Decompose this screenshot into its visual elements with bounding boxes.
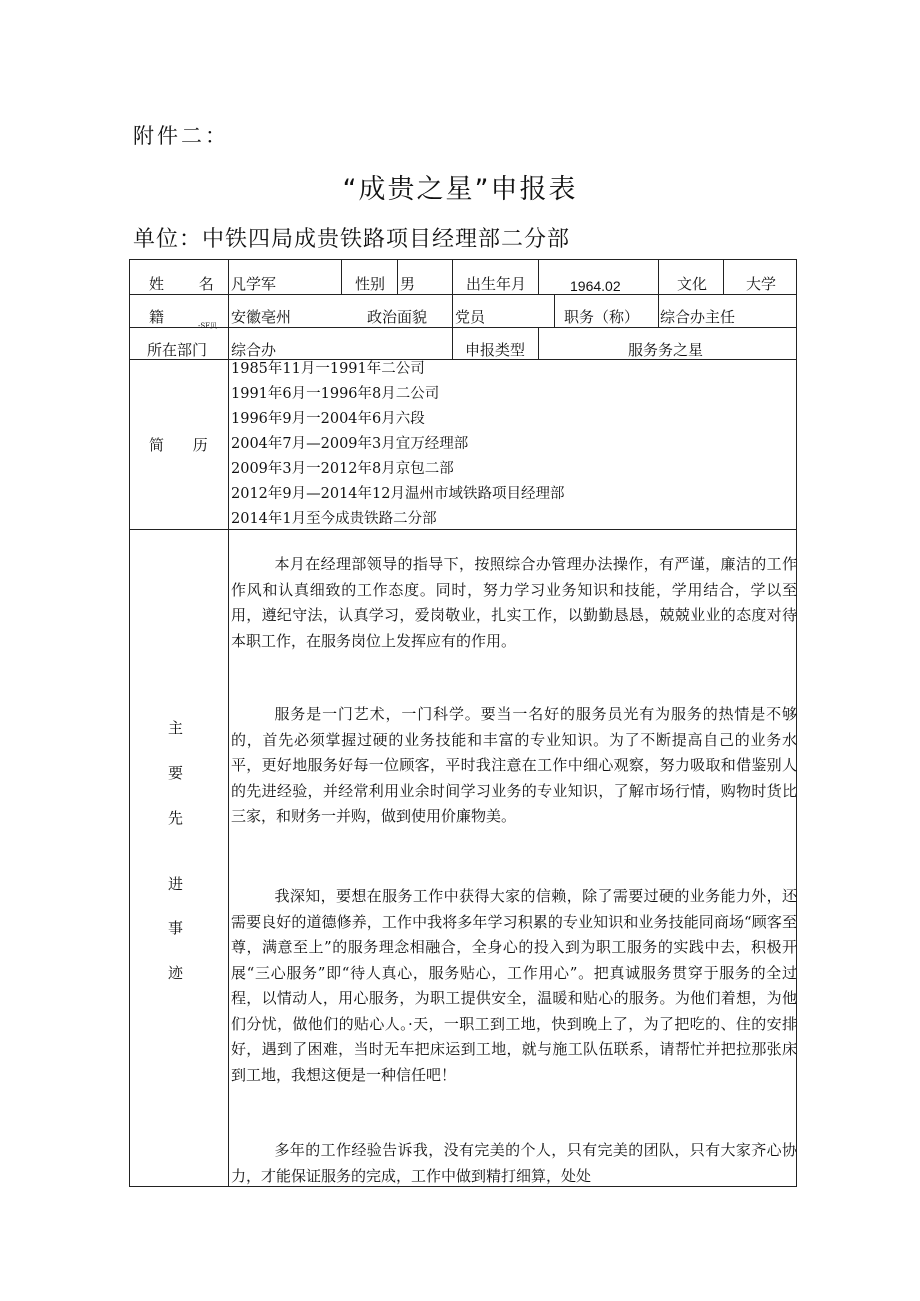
name-value: 凡学军 — [231, 275, 277, 293]
column-divider — [341, 259, 342, 295]
deeds-label-char: 迹 — [168, 964, 184, 982]
column-divider — [228, 259, 229, 1187]
row-divider — [129, 327, 797, 328]
column-divider — [538, 327, 539, 360]
political-status-label: 政治面貌 — [367, 308, 428, 326]
deeds-label-char: 主 — [168, 719, 184, 737]
native-place-label: 籍 — [149, 308, 165, 326]
deeds-label-char: 先 — [168, 809, 184, 827]
political-status-value: 党员 — [455, 308, 486, 326]
deeds-label-char: 进 — [168, 875, 184, 893]
unit-line: 单位：中铁四局成贵铁路项目经理部二分部 — [133, 227, 571, 252]
birth-value: 1964.02 — [570, 278, 621, 294]
row-divider — [129, 294, 797, 295]
native-place-value: 安徽亳州 — [231, 308, 292, 326]
department-label: 所在部门 — [147, 341, 208, 359]
resume-line: 1991年6月一1996年8月二公司 — [231, 386, 440, 402]
application-type-value: 服务务之星 — [628, 341, 704, 359]
form-title: “成贵之星”申报表 — [342, 174, 578, 205]
resume-line: 2014年1月至今成贵铁路二分部 — [231, 511, 437, 527]
column-divider — [397, 259, 398, 295]
birth-label: 出生年月 — [466, 275, 527, 293]
resume-line: 1985年11月一1991年二公司 — [231, 361, 425, 377]
position-label: 职务（称） — [564, 308, 640, 326]
column-divider — [554, 294, 555, 328]
deeds-paragraph: 多年的工作经验告诉我，没有完美的个人，只有完美的团队，只有大家齐心协力，才能保证服务的完成，工作中做到精打细算，处处 — [231, 1141, 797, 1185]
attachment-label: 附件二： — [133, 124, 229, 148]
row-divider — [129, 529, 797, 530]
position-value: 综合办主任 — [660, 308, 736, 326]
resume-line: 1996年9月一2004年6月六段 — [231, 411, 425, 427]
resume-line: 2012年9月—2014年12月温州市域铁路项目经理部 — [231, 486, 565, 502]
application-type-label: 申报类型 — [465, 341, 526, 359]
column-divider — [452, 259, 453, 359]
deeds-label-char: 事 — [168, 919, 184, 937]
native-place-label-smudge: -SF贝 — [198, 322, 218, 330]
name-label: 姓 名 — [149, 275, 214, 293]
resume-line: 2009年3月一2012年8月京包二部 — [231, 461, 454, 477]
department-value: 综合办 — [231, 341, 277, 359]
education-label: 文化 — [677, 275, 708, 293]
column-divider — [538, 259, 539, 295]
resume-line: 2004年7月—2009年3月宜万经理部 — [231, 436, 469, 452]
column-divider — [658, 259, 659, 328]
resume-label: 简 历 — [149, 436, 208, 454]
deeds-paragraph: 本月在经理部领导的指导下，按照综合办管理办法操作，有严谨，廉洁的工作作风和认真细致的工作态度。同时，努力学习业务知识和技能，学用结合，学以至用，遵纪守法，认真学习，爱岗敬业，扎实工作，以勤勤恳恳，兢兢业业的态度对待本职工作，在服务岗位上发挥应有的作用。 — [231, 555, 797, 650]
deeds-paragraph: 服务是一门艺术，一门科学。要当一名好的服务员光有为服务的热情是不够的，首先必须掌握过硬的业务技能和丰富的专业知识。为了不断提高自己的业务水平，更好地服务好每一位顾客，平时我注意在工作中细心观察，努力吸取和借鉴别人的先进经验，并经常利用业余时间学习业务的专业知识，了解市场行情，购物时货比三家，和财务一并购，做到使用价廉物美。 — [231, 705, 797, 825]
deeds-paragraph: 我深知，要想在服务工作中获得大家的信赖，除了需要过硬的业务能力外，还需要良好的道德修养，工作中我将多年学习积累的专业知识和业务技能同商场“顾客至尊，满意至上”的服务理念相融合，全身心的投入到为职工服务的实践中去，积极开展“三心服务”即“待人真心，服务贴心，工作用心”。把真诚服务贯穿于服务的全过程，以情动人，用心服务，为职工提供安全，温暖和贴心的服务。为他们着想，为他们分忧，做他们的贴心人。·天，一职工到工地，快到晚上了，为了把吃的、住的安排好，遇到了困难，当时无车把床运到工地，就与施工队伍联系，请帮忙并把拉那张床到工地，我想这便是一种信任吧！ — [231, 887, 797, 1084]
gender-value: 男 — [400, 275, 416, 293]
column-divider — [723, 259, 724, 295]
education-value: 大学 — [746, 275, 777, 293]
deeds-label-char: 要 — [168, 764, 184, 782]
gender-label: 性别 — [355, 275, 386, 293]
